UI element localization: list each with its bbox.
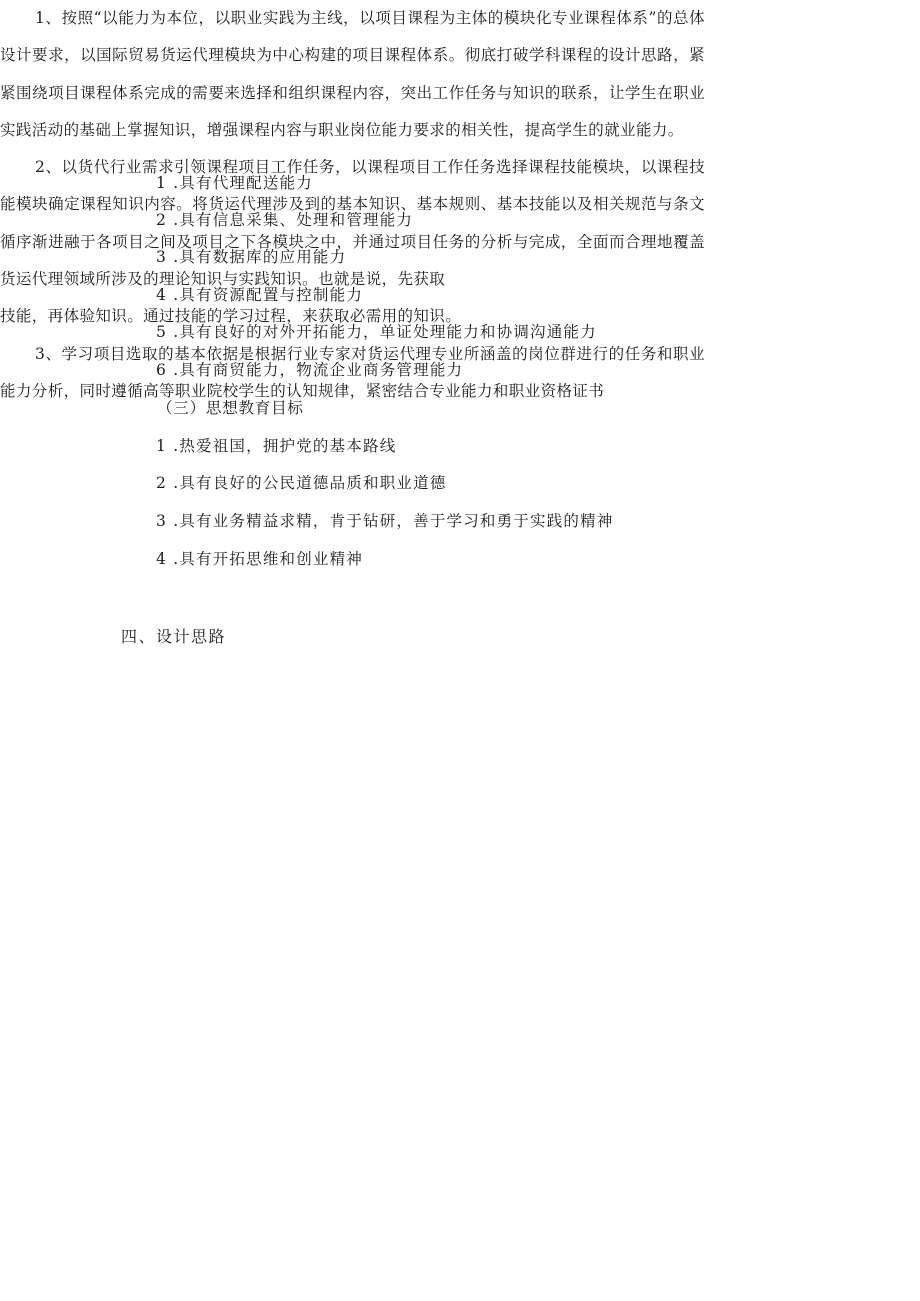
design-paragraph: 1、按照“以能力为本位，以职业实践为主线，以项目课程为主体的模块化专业课程体系”的总体设计要求，以国际贸易货运代理模块为中心构建的项目课程体系。彻底打破学科课程的设计思路，紧紧围绕项目课程体系完成的需要来选择和组织课程内容，突出工作任务与知识的联系，让学生在职业实践活动的基础上掌握知识，增强课程内容与职业岗位能力要求的相关性，提高学生的就业能力。: [0, 9, 705, 139]
section-heading: 四、设计思路: [121, 627, 227, 646]
ability-item: 2 .具有信息采集、处理和管理能力: [156, 211, 414, 229]
ideology-item: 2 .具有良好的公民道德品质和职业道德: [156, 474, 447, 492]
design-paragraph-continuation: 技能，再体验知识。通过技能的学习过程，来获取必需用的知识。: [0, 307, 462, 326]
ideology-item: 1 .热爱祖国，拥护党的基本路线: [156, 437, 397, 455]
design-paragraph: 2、以货代行业需求引领课程项目工作任务，以课程项目工作任务选择课程技能模块，以课程技能模块确定课程知识内容。将货运代理涉及到的基本知识、基本规则、基本技能以及相关规范与条文循序渐进融于各项目之间及项目之下各模块之中，并通过项目任务的分析与完成，全面而合理地覆盖货运代理领域所涉及的理论知识与实践知识。也就是说，先获取: [0, 158, 705, 289]
ability-item: 6 .具有商贸能力，物流企业商务管理能力: [156, 361, 464, 379]
ideology-item: 4 .具有开拓思维和创业精神: [156, 550, 364, 568]
ability-item: 5 .具有良好的对外开拓能力，单证处理能力和协调沟通能力: [156, 323, 597, 341]
design-paragraphs: [0, 0, 705, 410]
ideology-item: 3 .具有业务精益求精，肯于钻研，善于学习和勇于实践的精神: [156, 512, 614, 530]
ability-item: 1 .具有代理配送能力: [156, 174, 313, 192]
ability-item: 4 .具有资源配置与控制能力: [156, 286, 364, 304]
design-paragraph: 3、学习项目选取的基本依据是根据行业专家对货运代理专业所涵盖的岗位群进行的任务和职业能力分析，同时遵循高等职业院校学生的认知规律，紧密结合专业能力和职业资格证书: [0, 344, 705, 400]
ability-item: 3 .具有数据库的应用能力: [156, 248, 347, 266]
ideology-heading: （三）思想教育目标: [157, 399, 304, 417]
